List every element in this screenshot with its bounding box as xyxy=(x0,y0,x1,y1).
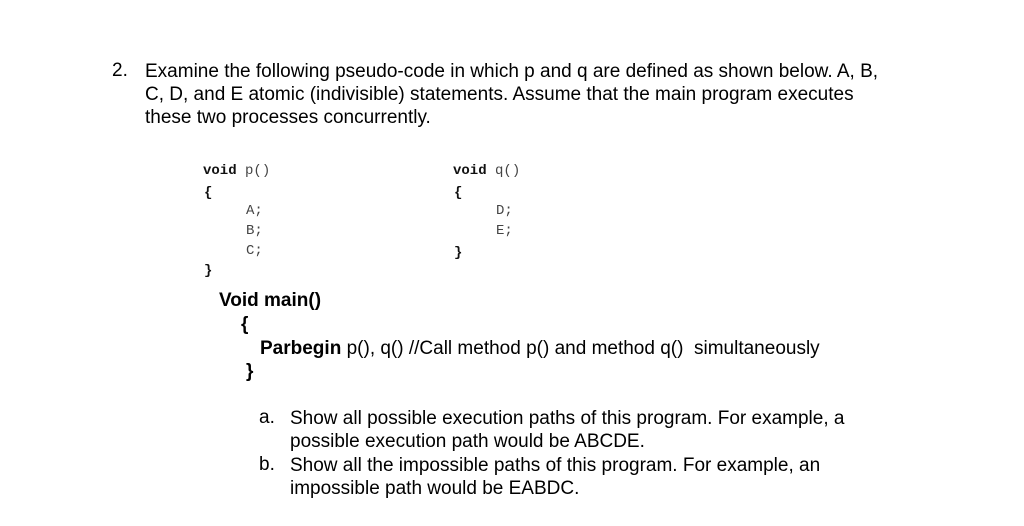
main-signature: Void main() xyxy=(219,290,322,311)
question-line: Examine the following pseudo-code in which p and q are defined as shown below. A, B, xyxy=(145,61,879,82)
main-close-brace: } xyxy=(246,361,254,382)
code-p-statement: A; xyxy=(246,203,263,219)
subquestion-b-text xyxy=(290,454,820,500)
parbegin-rest: p(), q() //Call method p() and method q() simultaneously xyxy=(341,338,820,359)
code-p-name: p() xyxy=(245,163,271,179)
code-q-statement: D; xyxy=(496,203,513,219)
code-q-keyword: void xyxy=(453,163,487,179)
subquestion-line: impossible path would be EABDC. xyxy=(290,478,580,499)
code-q-statement: E; xyxy=(496,223,513,239)
code-q-close-brace: } xyxy=(454,245,463,261)
code-p-statement: B; xyxy=(246,223,263,239)
subquestion-a-label: a. xyxy=(259,407,275,428)
question-line: C, D, and E atomic (indivisible) statements. Assume that the main program executes xyxy=(145,84,854,105)
question-number: 2. xyxy=(112,60,128,81)
code-p-close-brace: } xyxy=(204,263,213,279)
question-line: these two processes concurrently. xyxy=(145,107,431,128)
code-q-signature xyxy=(453,163,520,179)
subquestion-line: Show all possible execution paths of this program. For example, a xyxy=(290,408,845,429)
subquestion-a-text xyxy=(290,407,844,453)
code-p-open-brace: { xyxy=(204,185,213,201)
code-p-statement: C; xyxy=(246,243,263,259)
subquestion-b-label: b. xyxy=(259,454,275,475)
parbegin-keyword: Parbegin xyxy=(260,338,342,359)
code-p-keyword: void xyxy=(203,163,237,179)
code-q-name: q() xyxy=(495,163,521,179)
main-open-brace: { xyxy=(241,314,249,335)
question-text xyxy=(145,60,878,129)
subquestion-line: Show all the impossible paths of this program. For example, an xyxy=(290,455,821,476)
code-p-signature xyxy=(203,163,270,179)
parbegin-line xyxy=(260,338,820,360)
code-q-open-brace: { xyxy=(454,185,463,201)
subquestion-line: possible execution path would be ABCDE. xyxy=(290,431,645,452)
